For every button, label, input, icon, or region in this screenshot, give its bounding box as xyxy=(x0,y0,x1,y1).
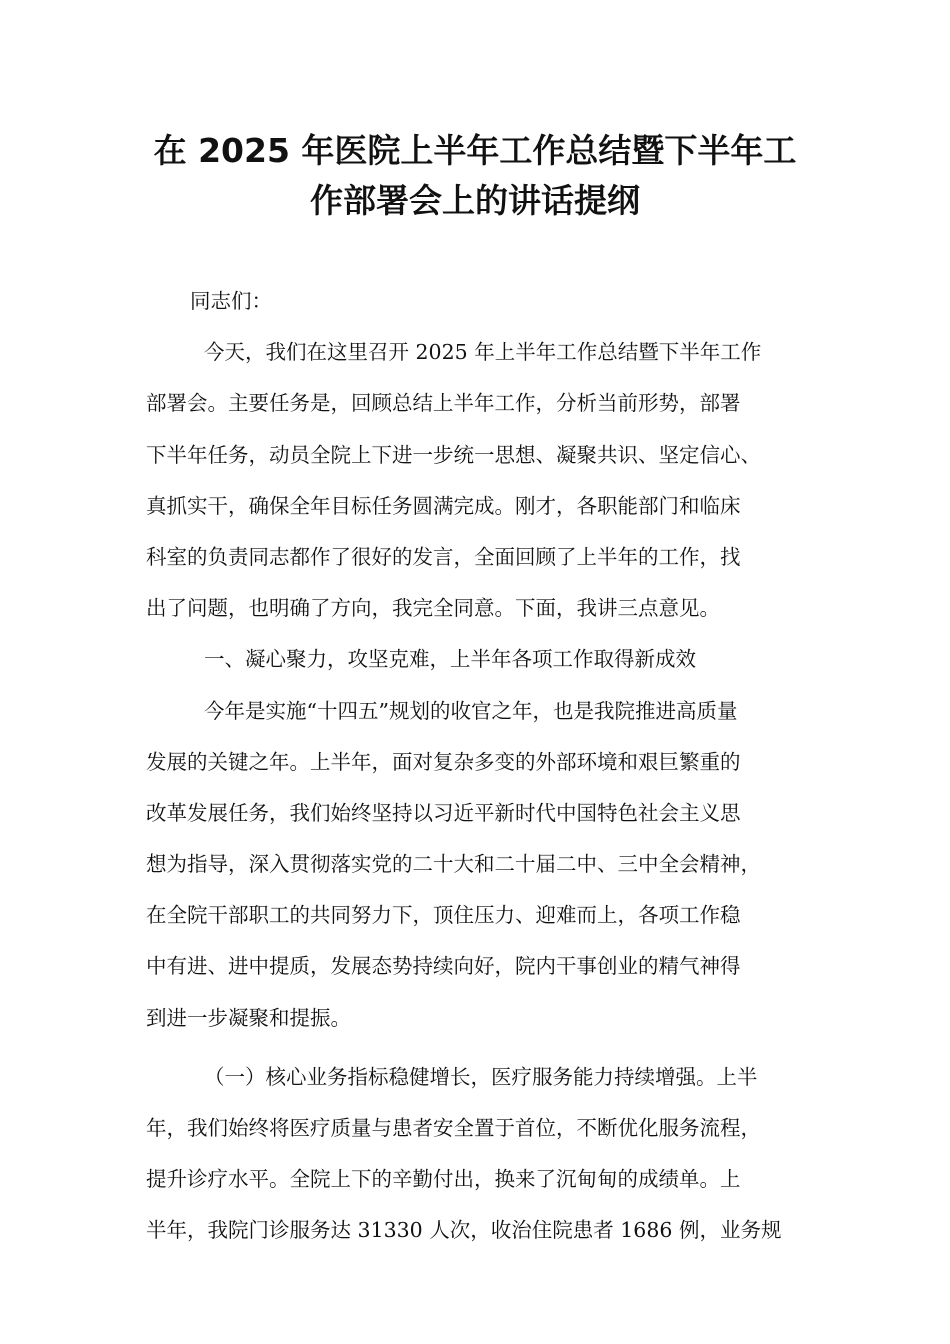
paragraph-line: 到进一步凝聚和提振。 xyxy=(146,1005,351,1030)
paragraph-line: 提升诊疗水平。全院上下的辛勤付出，换来了沉甸甸的成绩单。上 xyxy=(146,1167,741,1192)
paragraph-line: 改革发展任务，我们始终坚持以习近平新时代中国特色社会主义思 xyxy=(146,800,741,825)
paragraph-line: 年，我们始终将医疗质量与患者安全置于首位，不断优化服务流程， xyxy=(146,1116,761,1140)
paragraph-line: 科室的负责同志都作了很好的发言，全面回顾了上半年的工作，找 xyxy=(146,544,741,569)
paragraph-line: 下半年任务，动员全院上下进一步统一思想、凝聚共识、坚定信心、 xyxy=(146,442,761,467)
paragraph-line: 出了问题，也明确了方向，我完全同意。下面，我讲三点意见。 xyxy=(146,596,720,621)
document-title xyxy=(140,126,810,226)
paragraph-line: 真抓实干，确保全年目标任务圆满完成。刚才，各职能部门和临床 xyxy=(146,493,741,518)
paragraph-line: 想为指导，深入贯彻落实党的二十大和二十届二中、三中全会精神， xyxy=(146,852,761,877)
paragraph-line: 部署会。主要任务是，回顾总结上半年工作，分析当前形势，部署 xyxy=(146,391,741,416)
paragraph-line: 发展的关键之年。上半年，面对复杂多变的外部环境和艰巨繁重的 xyxy=(146,749,741,774)
paragraph-line: 今天，我们在这里召开 2025 年上半年工作总结暨下半年工作 xyxy=(204,340,762,365)
document-body xyxy=(146,276,810,1257)
paragraph-line: 在全院干部职工的共同努力下，顶住压力、迎难而上，各项工作稳 xyxy=(146,903,741,928)
title-line-1: 在 2025 年医院上半年工作总结暨下半年工 xyxy=(153,131,797,170)
paragraph-line: 中有进、进中提质，发展态势持续向好，院内干事创业的精气神得 xyxy=(146,954,741,979)
paragraph-line: 今年是实施“十四五”规划的收官之年，也是我院推进高质量 xyxy=(204,698,738,723)
subsection-heading: （一）核心业务指标稳健增长，医疗服务能力持续增强。上半 xyxy=(204,1064,758,1089)
paragraph-line: 半年，我院门诊服务达 31330 人次，收治住院患者 1686 例，业务规 xyxy=(146,1218,782,1243)
salutation: 同志们： xyxy=(190,289,272,313)
title-line-2: 作部署会上的讲话提纲 xyxy=(310,181,640,220)
section-heading: 一、凝心聚力，攻坚克难，上半年各项工作取得新成效 xyxy=(204,647,696,672)
